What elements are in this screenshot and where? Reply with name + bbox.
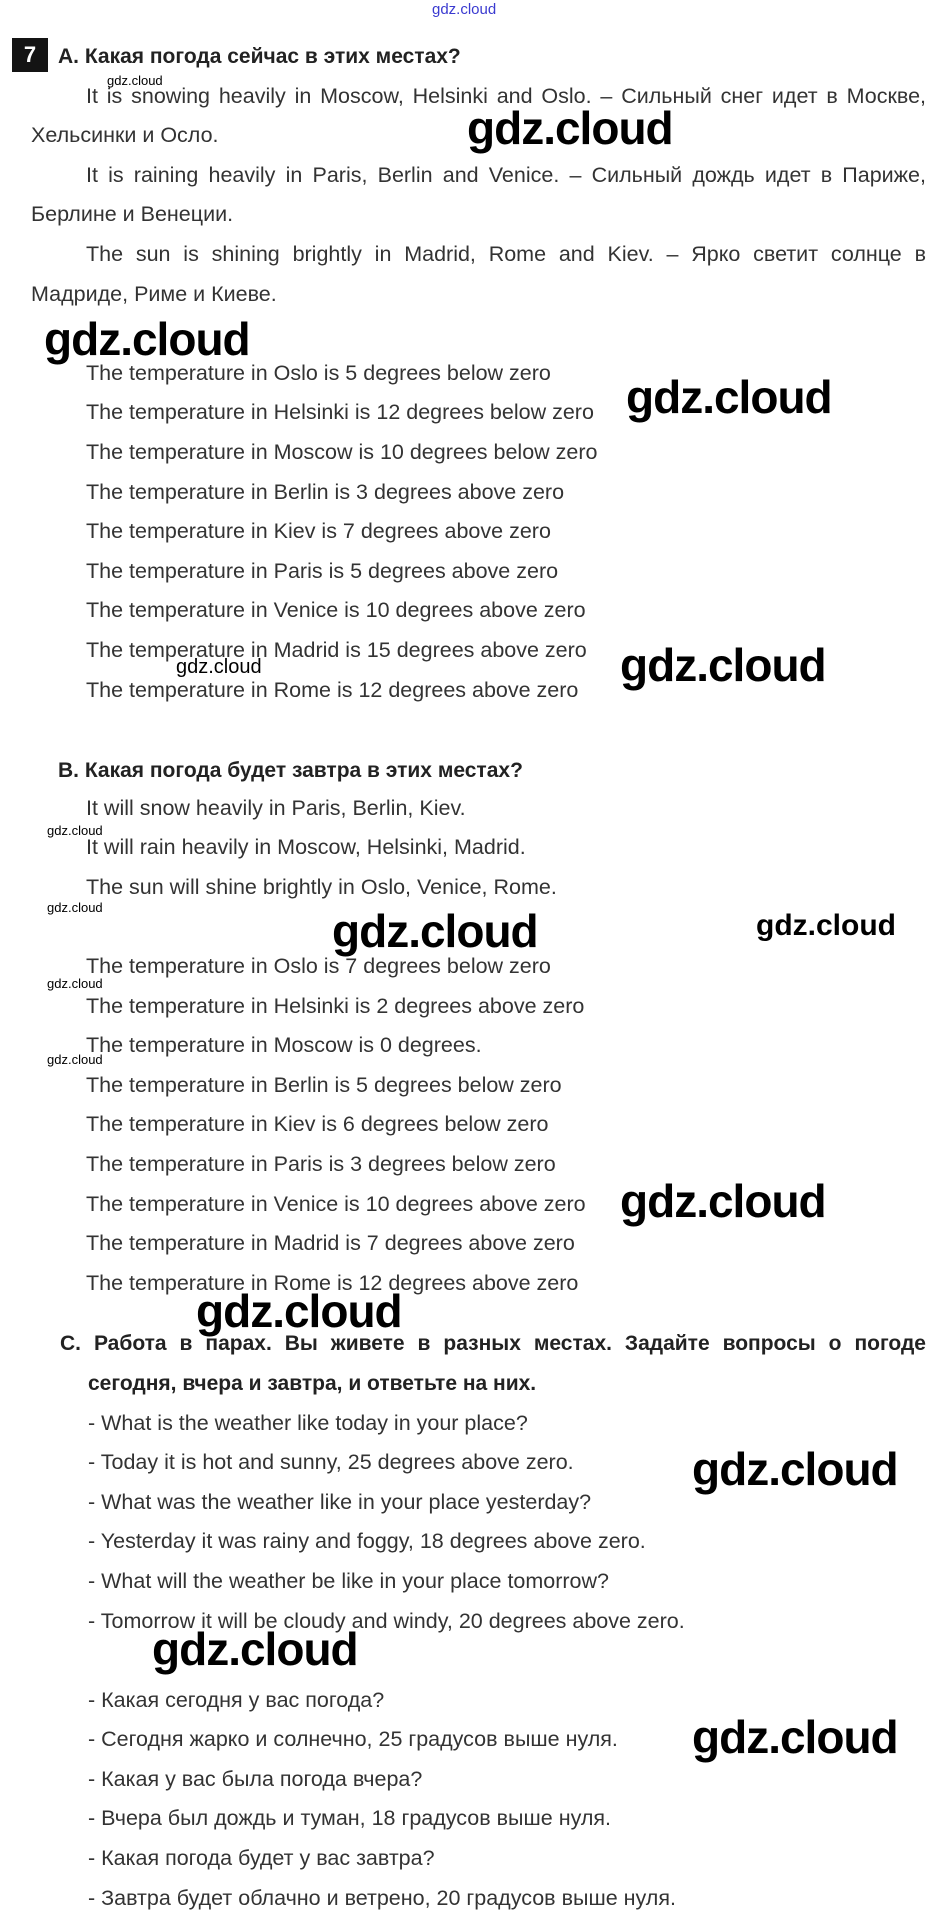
dialogue-en-line: - Yesterday it was rainy and foggy, 18 degrees above zero. xyxy=(88,1529,646,1553)
section-b-temperature-line: The temperature in Oslo is 7 degrees below zero xyxy=(86,954,551,978)
watermark: gdz.cloud xyxy=(626,371,832,423)
section-b-temperature-line: The temperature in Rome is 12 degrees above zero xyxy=(86,1271,579,1295)
watermark: gdz.cloud xyxy=(620,1175,826,1227)
section-c-heading-line-2: сегодня, вчера и завтра, и ответьте на них. xyxy=(88,1372,537,1395)
section-a-temperature-line: The temperature in Paris is 5 degrees above zero xyxy=(86,559,559,583)
watermark: gdz.cloud xyxy=(692,1443,898,1495)
watermark: gdz.cloud xyxy=(692,1711,898,1763)
watermark: gdz.cloud xyxy=(620,639,826,691)
dialogue-ru-line: - Завтра будет облачно и ветрено, 20 градусов выше нуля. xyxy=(88,1886,676,1910)
dialogue-ru-line: - Вчера был дождь и туман, 18 градусов выше нуля. xyxy=(88,1806,612,1830)
section-a-paragraph-2-line-1: It is raining heavily in Paris, Berlin and Venice. – Сильный дождь идет в Париже, xyxy=(86,163,926,187)
section-b-temperature-line: The temperature in Helsinki is 2 degrees above zero xyxy=(86,994,585,1018)
section-a-temperature-line: The temperature in Kiev is 7 degrees above zero xyxy=(86,519,551,543)
section-a-paragraph-2-line-2: Берлине и Венеции. xyxy=(31,202,234,226)
section-a-temperature-line: The temperature in Rome is 12 degrees above zero xyxy=(86,678,579,702)
watermark: gdz.cloud xyxy=(47,976,103,991)
dialogue-en-line: - Tomorrow it will be cloudy and windy, 20 degrees above zero. xyxy=(88,1609,685,1633)
top-watermark: gdz.cloud xyxy=(432,1,497,18)
section-b-forecast-line: It will rain heavily in Moscow, Helsinki, Madrid. xyxy=(86,835,526,859)
watermark: gdz.cloud xyxy=(196,1285,402,1337)
dialogue-en-line: - Today it is hot and sunny, 25 degrees above zero. xyxy=(88,1450,574,1474)
section-a-paragraph-3-line-2: Мадриде, Риме и Киеве. xyxy=(31,282,277,306)
section-b-temperature-line: The temperature in Moscow is 0 degrees. xyxy=(86,1033,482,1057)
section-a-temperature-line: The temperature in Berlin is 3 degrees above zero xyxy=(86,480,565,504)
section-a-temperature-line: The temperature in Madrid is 15 degrees above zero xyxy=(86,638,587,662)
dialogue-ru-line: - Какая у вас была погода вчера? xyxy=(88,1767,423,1791)
section-a-heading: A. Какая погода сейчас в этих местах? xyxy=(58,45,461,68)
section-a-temperature-line: The temperature in Oslo is 5 degrees below zero xyxy=(86,361,551,385)
section-a-temperature-line: The temperature in Venice is 10 degrees above zero xyxy=(86,598,586,622)
section-a-paragraph-3-line-1: The sun is shining brightly in Madrid, Rome and Kiev. – Ярко светит солнце в xyxy=(86,242,926,266)
section-b-forecast-line: The sun will shine brightly in Oslo, Venice, Rome. xyxy=(86,875,557,899)
task-number-badge: 7 xyxy=(12,38,48,72)
watermark: gdz.cloud xyxy=(47,900,103,915)
section-a-paragraph-1-line-1: It is snowing heavily in Moscow, Helsinki and Oslo. – Сильный снег идет в Москве, xyxy=(86,84,926,108)
section-c-heading-line-1: C. Работа в парах. Вы живете в разных местах. Задайте вопросы о погоде xyxy=(60,1332,926,1355)
dialogue-ru-line: - Какая погода будет у вас завтра? xyxy=(88,1846,435,1870)
dialogue-ru-line: - Какая сегодня у вас погода? xyxy=(88,1688,385,1712)
section-b-temperature-line: The temperature in Kiev is 6 degrees below zero xyxy=(86,1112,549,1136)
dialogue-en-line: - What will the weather be like in your place tomorrow? xyxy=(88,1569,609,1593)
watermark: gdz.cloud xyxy=(47,1052,103,1067)
watermark: gdz.cloud xyxy=(107,73,163,88)
section-b-temperature-line: The temperature in Paris is 3 degrees below zero xyxy=(86,1152,556,1176)
section-b-forecast-line: It will snow heavily in Paris, Berlin, Kiev. xyxy=(86,796,466,820)
section-a-temperature-line: The temperature in Helsinki is 12 degrees below zero xyxy=(86,400,594,424)
section-b-temperature-line: The temperature in Berlin is 5 degrees below zero xyxy=(86,1073,562,1097)
section-a-paragraph-1-line-2: Хельсинки и Осло. xyxy=(31,123,219,147)
watermark: gdz.cloud xyxy=(756,909,896,942)
watermark: gdz.cloud xyxy=(467,102,673,154)
watermark: gdz.cloud xyxy=(47,823,103,838)
section-b-heading: B. Какая погода будет завтра в этих местах? xyxy=(58,759,523,782)
section-b-temperature-line: The temperature in Venice is 10 degrees above zero xyxy=(86,1192,586,1216)
section-b-temperature-line: The temperature in Madrid is 7 degrees above zero xyxy=(86,1231,575,1255)
watermark: gdz.cloud xyxy=(176,656,262,678)
watermark: gdz.cloud xyxy=(44,313,250,365)
section-a-temperature-line: The temperature in Moscow is 10 degrees below zero xyxy=(86,440,598,464)
dialogue-en-line: - What was the weather like in your place yesterday? xyxy=(88,1490,592,1514)
watermark: gdz.cloud xyxy=(152,1623,358,1675)
dialogue-en-line: - What is the weather like today in your place? xyxy=(88,1411,528,1435)
dialogue-ru-line: - Сегодня жарко и солнечно, 25 градусов выше нуля. xyxy=(88,1727,618,1751)
watermark: gdz.cloud xyxy=(332,905,538,957)
